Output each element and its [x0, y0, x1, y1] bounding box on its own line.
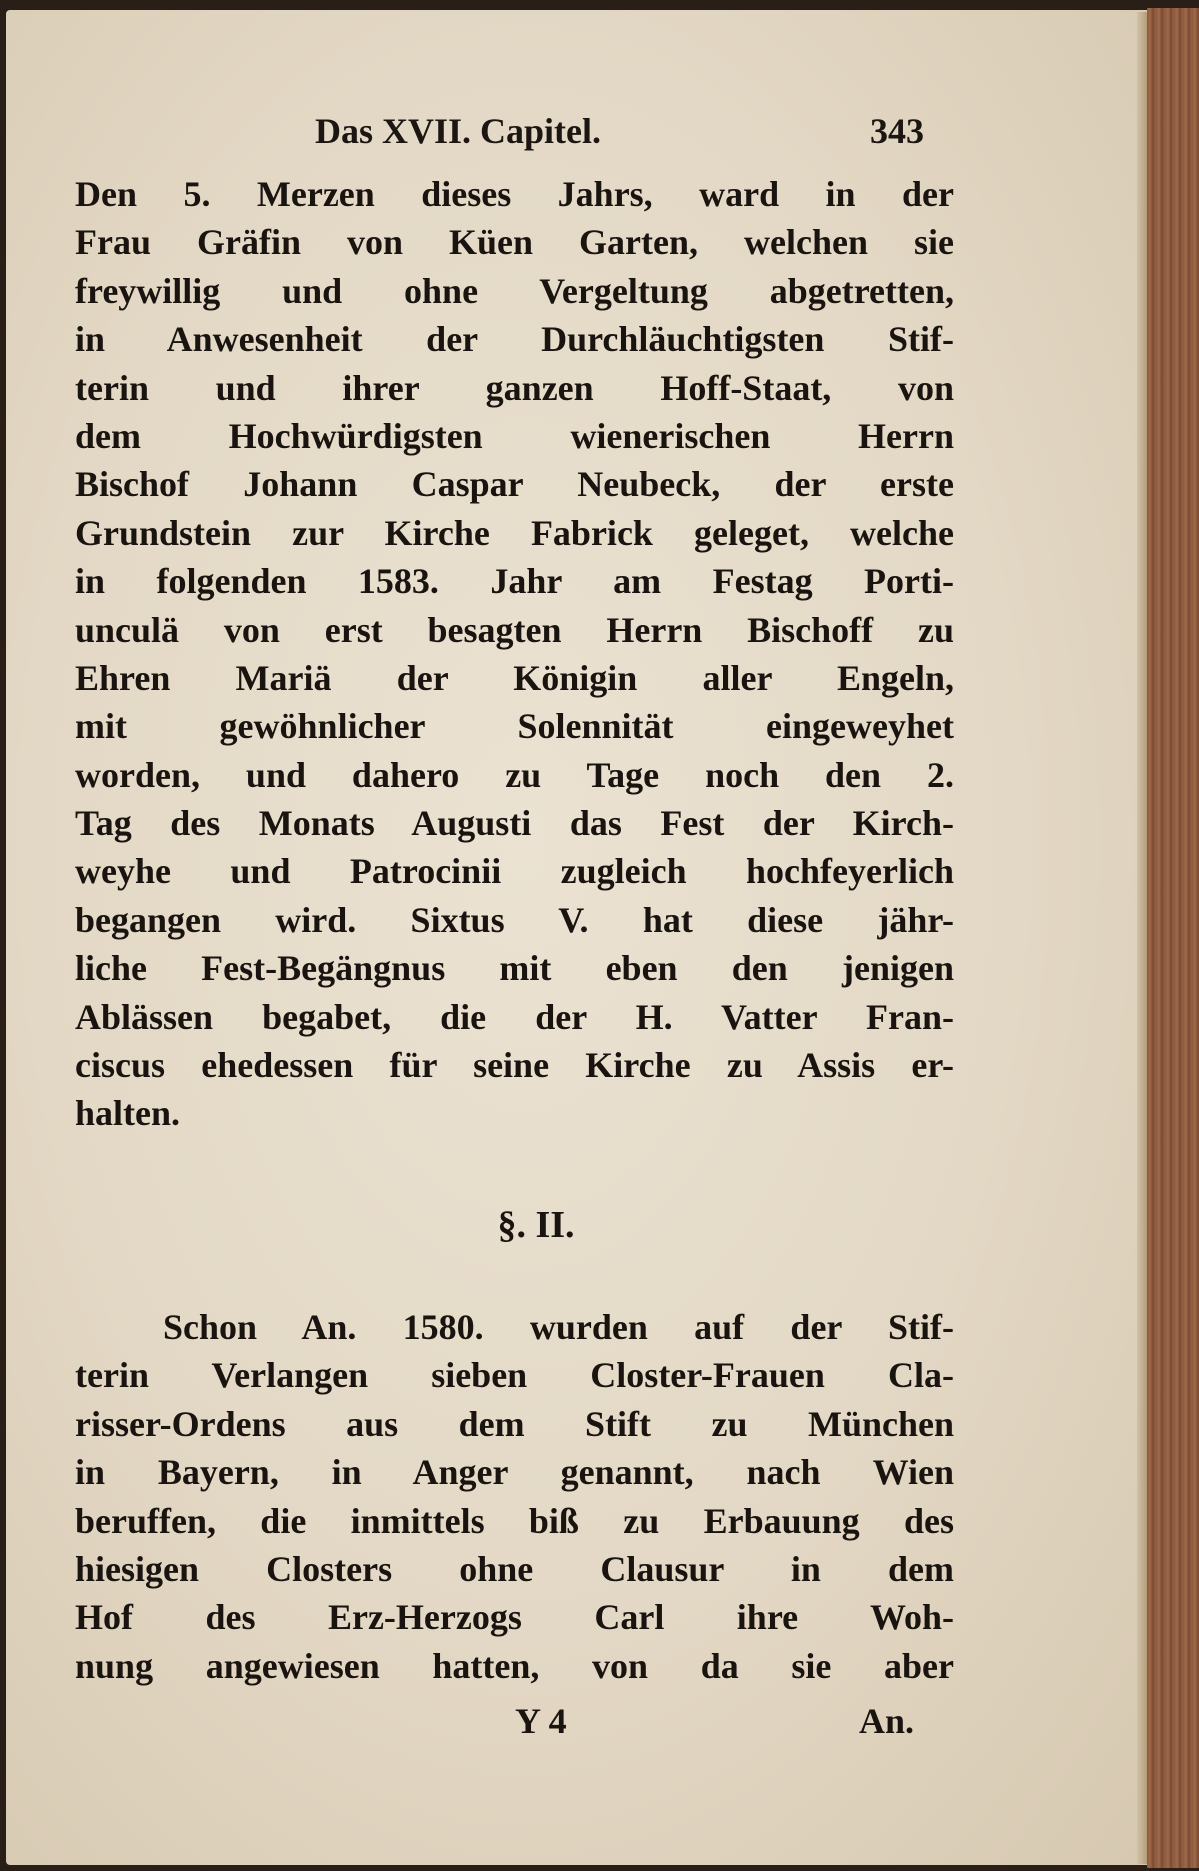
text-line: freywillig und ohne Vergeltung abgetretten, — [75, 270, 954, 311]
text-line: terin Verlangen sieben Closter-Frauen Cla- — [75, 1355, 954, 1396]
text-line: halten. — [75, 1093, 181, 1134]
text-line: begangen wird. Sixtus V. hat diese jähr- — [75, 899, 954, 940]
text-line: hiesigen Closters ohne Clausur in dem — [75, 1548, 954, 1589]
chapter-title: Das XVII. Capitel. — [315, 111, 602, 151]
text-line: terin und ihrer ganzen Hoff-Staat, von — [75, 367, 954, 408]
paragraph-2 — [75, 1303, 954, 1690]
text-line: dem Hochwürdigsten wienerischen Herrn — [75, 415, 954, 456]
text-line: Ablässen begabet, die der H. Vatter Fran- — [75, 996, 954, 1037]
text-line: Grundstein zur Kirche Fabrick geleget, welche — [75, 512, 954, 553]
text-line: risser-Ordens aus dem Stift zu München — [75, 1403, 954, 1444]
text-line: worden, und dahero zu Tage noch den 2. — [75, 754, 954, 795]
section-heading: §. II. — [497, 1204, 575, 1246]
text-line: in Anwesenheit der Durchläuchtigsten Stif- — [75, 319, 954, 360]
text-line: unculä von erst besagten Herrn Bischoff zu — [75, 609, 954, 650]
page-edge-shadow — [1137, 12, 1147, 1864]
book-page — [6, 10, 1156, 1865]
text-line: Frau Gräfin von Küen Garten, welchen sie — [75, 222, 954, 263]
running-header — [75, 110, 954, 158]
text-line: Hof des Erz-Herzogs Carl ihre Woh- — [75, 1597, 954, 1638]
paragraph-1 — [75, 170, 954, 1138]
text-line: Ehren Mariä der Königin aller Engeln, — [75, 657, 954, 698]
signature-mark: Y 4 — [515, 1701, 567, 1741]
text-line: Den 5. Merzen dieses Jahrs, ward in der — [75, 174, 954, 214]
text-line: beruffen, die inmittels biß zu Erbauung des — [75, 1500, 954, 1541]
page-number: 343 — [870, 111, 924, 151]
text-line: Tag des Monats Augusti das Fest der Kirch- — [75, 803, 954, 844]
text-line: ciscus ehedessen für seine Kirche zu Assis er- — [75, 1045, 954, 1086]
catchword: An. — [858, 1701, 914, 1741]
text-line: Schon An. 1580. wurden auf der Stif- — [163, 1307, 954, 1347]
text-line: in Bayern, in Anger genannt, nach Wien — [75, 1452, 954, 1493]
text-line: in folgenden 1583. Jahr am Festag Porti- — [75, 561, 954, 602]
text-line: nung angewiesen hatten, von da sie aber — [75, 1645, 954, 1686]
text-line: Bischof Johann Caspar Neubeck, der erste — [75, 464, 954, 505]
text-line: liche Fest-Begängnus mit eben den jenigen — [75, 948, 954, 989]
text-line: mit gewöhnlicher Solennität eingeweyhet — [75, 706, 954, 747]
text-line: weyhe und Patrocinii zugleich hochfeyerlich — [75, 851, 954, 892]
book-edge — [1147, 8, 1199, 1868]
